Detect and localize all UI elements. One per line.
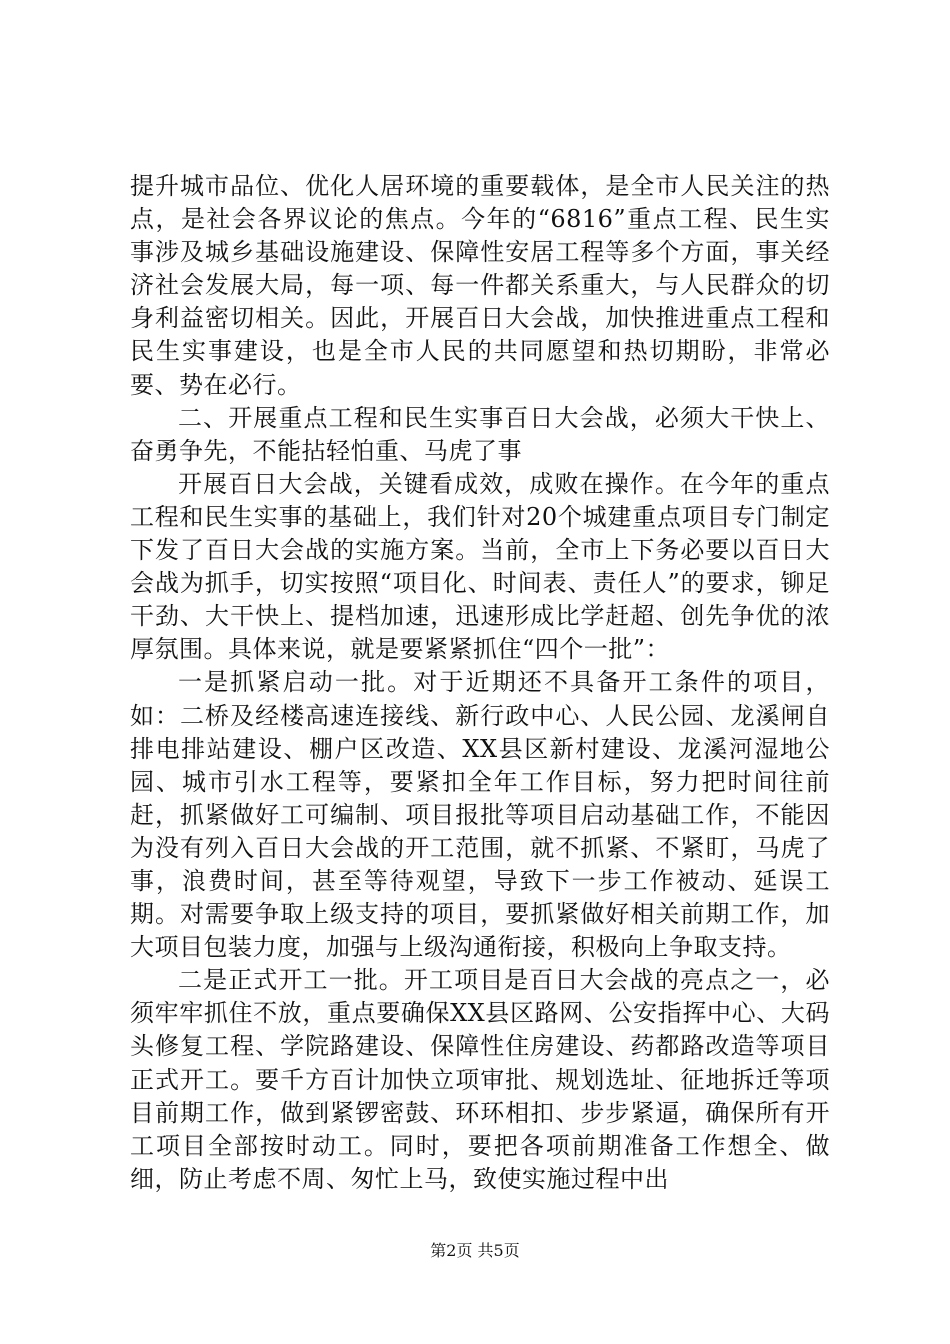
- page-number-label: 第2页 共5页: [430, 1241, 520, 1260]
- section-heading-two: 二、开展重点工程和民生实事百日大会战，必须大干快上、奋勇争先，不能拈轻怕重、马虎了事: [130, 403, 830, 465]
- page-footer: [0, 1241, 950, 1261]
- paragraph-point-two: 二是正式开工一批。开工项目是百日大会战的亮点之一，必须牢牢抓住不放，重点要确保XX县区路网、公安指挥中心、大码头修复工程、学院路建设、保障性住房建设、药都路改造等项目正式开工。要千方百计加快立项审批、规划选址、征地拆迁等项目前期工作，做到紧锣密鼓、环环相扣、步步紧逼，确保所有开工项目全部按时动工。同时，要把各项前期准备工作想全、做细，防止考虑不周、匆忙上马，致使实施过程中出: [130, 966, 830, 1193]
- paragraph-point-one: 一是抓紧启动一批。对于近期还不具备开工条件的项目，如：二桥及经楼高速连接线、新行政中心、人民公园、龙溪闸自排电排站建设、棚户区改造、XX县区新村建设、龙溪河湿地公园、城市引水工程等，要紧扣全年工作目标，努力把时间往前赶，抓紧做好工可编制、项目报批等项目启动基础工作，不能因为没有列入百日大会战的开工范围，就不抓紧、不紧盯，马虎了事，浪费时间，甚至等待观望，导致下一步工作被动、延误工期。对需要争取上级支持的项目，要抓紧做好相关前期工作，加大项目包装力度，加强与上级沟通衔接，积极向上争取支持。: [130, 668, 830, 962]
- paragraph-continuation: 提升城市品位、优化人居环境的重要载体，是全市人民关注的热点，是社会各界议论的焦点。今年的“6816”重点工程、民生实事涉及城乡基础设施建设、保障性安居工程等多个方面，事关经济社会发展大局，每一项、每一件都关系重大，与人民群众的切身利益密切相关。因此，开展百日大会战，加快推进重点工程和民生实事建设，也是全市人民的共同愿望和热切期盼，非常必要、势在必行。: [130, 172, 830, 399]
- document-body: [130, 170, 830, 1196]
- paragraph-intro: 开展百日大会战，关键看成效，成败在操作。在今年的重点工程和民生实事的基础上，我们针对20个城建重点项目专门制定下发了百日大会战的实施方案。当前，全市上下务必要以百日大会战为抓手，切实按照“项目化、时间表、责任人”的要求，铆足干劲、大干快上、提档加速，迅速形成比学赶超、创先争优的浓厚氛围。具体来说，就是要紧紧抓住“四个一批”：: [130, 469, 830, 664]
